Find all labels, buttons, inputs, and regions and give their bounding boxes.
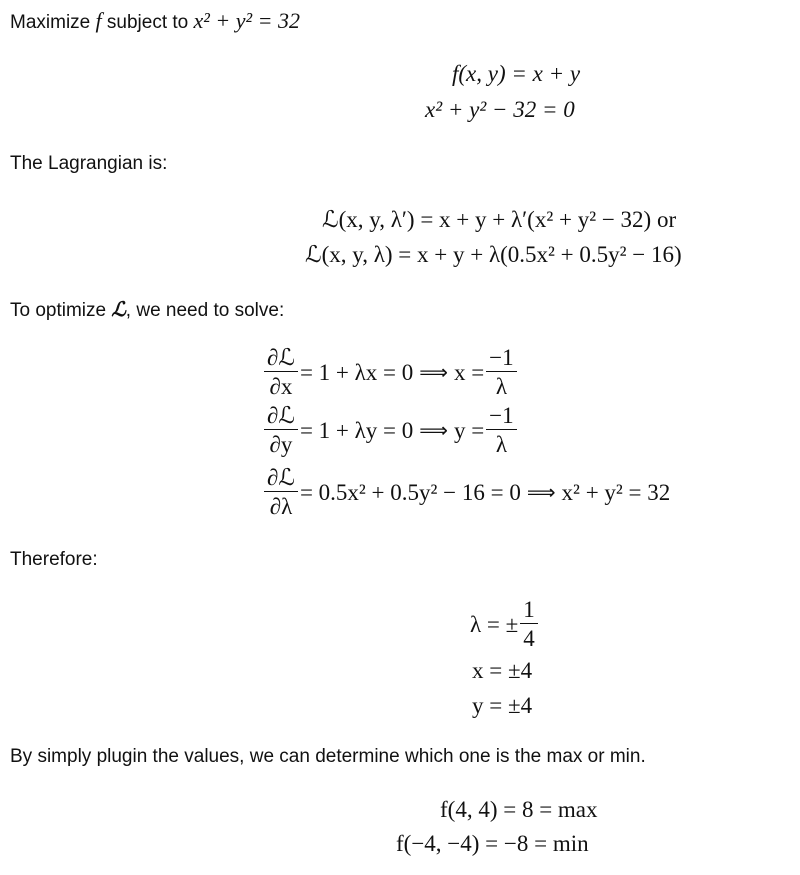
optimize-suffix: , we need to solve: [125, 300, 285, 321]
constraint-equation: x² + y² − 32 = 0 [425, 97, 575, 122]
lagrangian-line-2: ℒ(x, y, λ) = x + y + λ(0.5x² + 0.5y² − 16) [305, 242, 682, 267]
partial-x-equation [262, 346, 519, 398]
implies-arrow: ⟹ [526, 480, 556, 504]
intro-constraint: x² + y² = 32 [193, 8, 300, 33]
lambda-solution [470, 598, 540, 650]
problem-statement [10, 8, 300, 34]
partial-x-fraction [264, 346, 298, 398]
partial-denominator: ∂x [269, 374, 293, 399]
partial-lambda-fraction [264, 466, 298, 518]
partial-x-result-lhs: x = [453, 359, 485, 385]
min-result: f(−4, −4) = −8 = min [396, 831, 589, 856]
partial-numerator: ∂ℒ [264, 404, 298, 430]
lambda-solution-lhs: λ = ± [470, 611, 519, 637]
partial-lambda-expression: = 0.5x² + 0.5y² − 16 = 0 [299, 479, 521, 505]
result-denominator: λ [495, 374, 507, 399]
lambda-numerator: 1 [520, 598, 538, 624]
partial-numerator: ∂ℒ [264, 466, 298, 492]
objective-function: f(x, y) = x + y [452, 61, 581, 86]
implies-arrow: ⟹ [419, 360, 448, 384]
max-result: f(4, 4) = 8 = max [440, 797, 598, 822]
partial-y-result-fraction [486, 404, 516, 456]
lagrangian-label: The Lagrangian is: [10, 153, 168, 174]
intro-middle: subject to [106, 12, 189, 33]
partial-denominator: ∂y [269, 432, 293, 457]
intro-prefix: Maximize [10, 12, 91, 33]
lagrangian-symbol: ℒ [111, 297, 126, 321]
y-solution: y = ±4 [472, 693, 533, 718]
result-numerator: −1 [486, 346, 516, 372]
x-solution: x = ±4 [472, 658, 533, 683]
partial-lambda-result: x² + y² = 32 [561, 479, 671, 505]
partial-denominator: ∂λ [269, 494, 293, 519]
result-numerator: −1 [486, 404, 516, 430]
intro-f: f [95, 8, 102, 33]
partial-lambda-equation [262, 466, 670, 518]
partial-y-expression: = 1 + λy = 0 [299, 417, 414, 443]
partial-y-result-lhs: y = [453, 417, 485, 443]
implies-arrow: ⟹ [419, 418, 448, 442]
partial-x-result-fraction [486, 346, 516, 398]
lambda-solution-fraction [520, 598, 538, 650]
lambda-denominator: 4 [523, 626, 535, 651]
lagrangian-line-1: ℒ(x, y, λ′) = x + y + λ′(x² + y² − 32) or [322, 207, 677, 232]
optimize-prefix: To optimize [10, 300, 107, 321]
partial-y-equation [262, 404, 519, 456]
partial-numerator: ∂ℒ [264, 346, 298, 372]
optimize-label [10, 297, 284, 322]
partial-y-fraction [264, 404, 298, 456]
plugin-label: By simply plugin the values, we can determine which one is the max or min. [10, 746, 646, 767]
partial-x-expression: = 1 + λx = 0 [299, 359, 414, 385]
result-denominator: λ [495, 432, 507, 457]
therefore-label: Therefore: [10, 549, 98, 570]
